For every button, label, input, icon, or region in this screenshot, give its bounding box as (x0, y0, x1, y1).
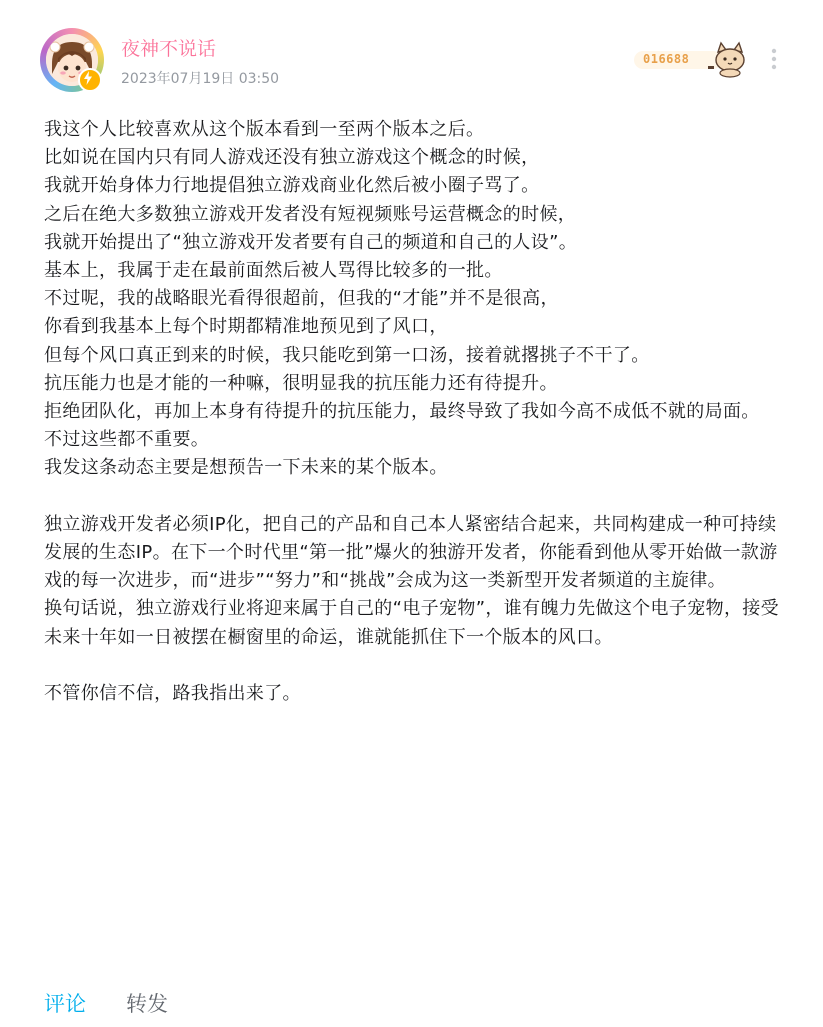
fan-badge-number: 016688 (643, 52, 690, 66)
post-line: 你看到我基本上每个时期都精准地预见到了风口， (44, 316, 448, 338)
post-line: 我这个人比较喜欢从这个版本看到一至两个版本之后。 (44, 119, 485, 140)
vertical-dots-icon (764, 46, 784, 72)
post-line: 我就开始提出了“独立游戏开发者要有自己的频道和自己的人设”。 (44, 231, 578, 253)
post-line: 比如说在国内只有同人游戏还没有独立游戏这个概念的时候， (44, 147, 540, 169)
post-line: 独立游戏开发者必须IP化，把自己的产品和自己本人紧密结合起来，共同构建成一种可持续发展的生态IP。在下一个时代里“第一批”爆火的独游开发者，你能看到他从零开始做一款游戏的每一次进步，而“进步”“努力”和“挑战”会成为这一类新型开发者频道的主旋律。 (44, 513, 778, 592)
post-timestamp: 2023年07月19日 03:50 (121, 71, 280, 87)
post-line: 基本上，我属于走在最前面然后被人骂得比较多的一批。 (44, 260, 503, 282)
post-line: 不过呢，我的战略眼光看得很超前，但我的“才能”并不是很高， (44, 288, 559, 310)
post-line: 拒绝团队化，再加上本身有待提升的抗压能力，最终导致了我如今高不成低不就的局面。 (44, 401, 760, 423)
fan-badge[interactable] (632, 40, 754, 78)
tab-comment[interactable]: 评论 (44, 992, 86, 1016)
post-line: 我就开始身体力行地提倡独立游戏商业化然后被小圈子骂了。 (44, 175, 540, 197)
tab-repost[interactable]: 转发 (126, 992, 168, 1016)
more-options-button[interactable] (764, 46, 784, 72)
cat-mascot-icon (708, 40, 752, 78)
avatar[interactable] (40, 28, 104, 92)
post-line: 抗压能力也是才能的一种嘛，很明显我的抗压能力还有待提升。 (44, 372, 558, 394)
post-content (44, 116, 794, 708)
post-line: 不过这些都不重要。 (44, 429, 210, 451)
paragraph-gap (44, 483, 794, 511)
author-name[interactable]: 夜神不说话 (121, 38, 217, 60)
paragraph-gap (44, 652, 794, 680)
post-line: 不管你信不信，路我指出来了。 (44, 683, 301, 705)
post-line: 换句话说，独立游戏行业将迎来属于自己的“电子宠物”，谁有魄力先做这个电子宠物，接受未来十年如一日被摆在橱窗里的命运，谁就能抓住下一个版本的风口。 (44, 598, 779, 648)
post-header (0, 0, 823, 110)
post-line: 之后在绝大多数独立游戏开发者没有短视频账号运营概念的时候， (44, 203, 577, 225)
post-line: 我发这条动态主要是想预告一下未来的某个版本。 (44, 457, 448, 479)
post-line: 但每个风口真正到来的时候，我只能吃到第一口汤，接着就撂挑子不干了。 (44, 344, 650, 366)
lightning-icon (78, 68, 102, 92)
